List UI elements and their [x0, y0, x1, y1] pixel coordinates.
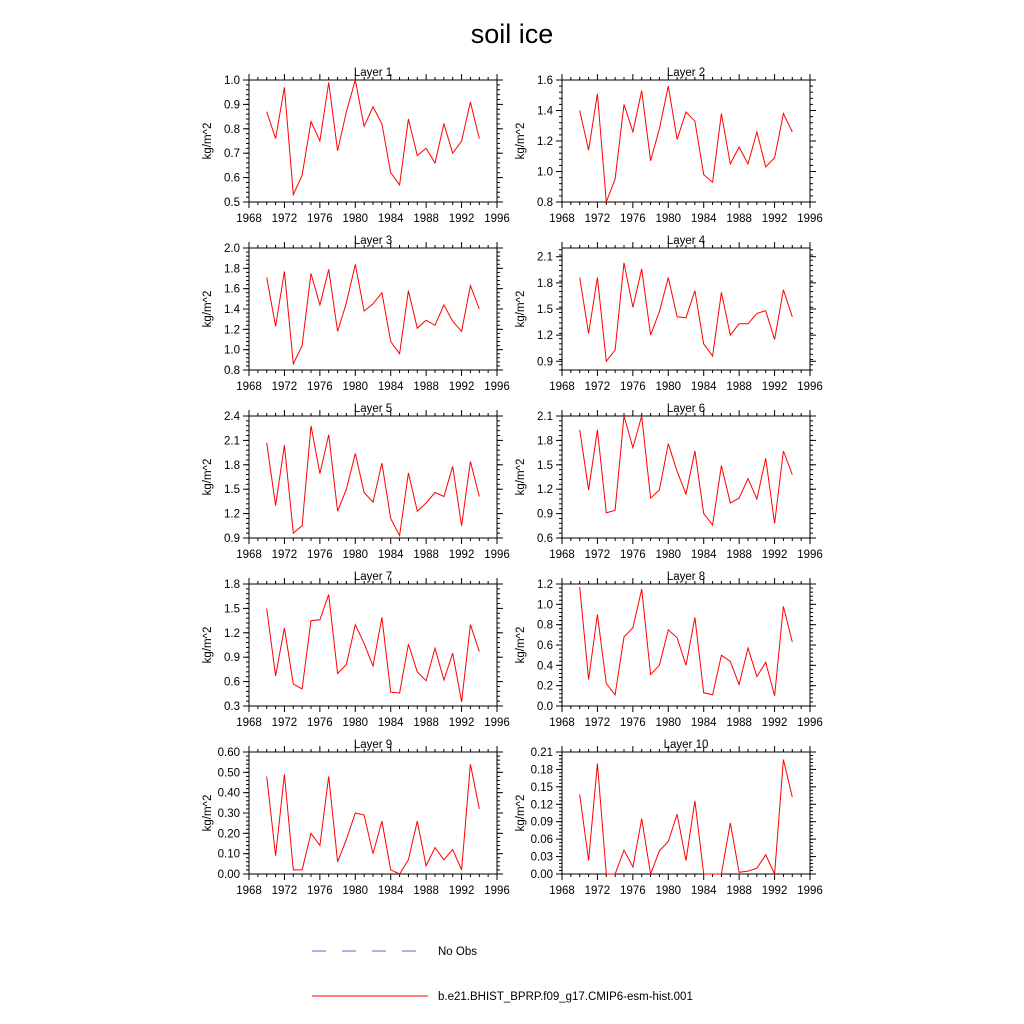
y-tick-label: 1.2 [537, 330, 553, 343]
x-tick-label: 1976 [620, 717, 646, 729]
x-tick-label: 1988 [413, 885, 439, 897]
x-tick-label: 1996 [797, 717, 823, 729]
y-tick-label: 1.0 [537, 166, 553, 179]
y-tick-label: 0.15 [530, 781, 553, 794]
y-tick-label: 0.50 [217, 767, 240, 780]
panel-layer-7 [202, 571, 510, 729]
x-tick-label: 1976 [620, 885, 646, 897]
y-tick-label: 0.06 [530, 834, 553, 847]
y-tick-label: 1.5 [224, 484, 240, 497]
y-tick-label: 0.6 [224, 172, 240, 185]
x-tick-label: 1984 [377, 381, 404, 393]
y-tick-label: 1.2 [537, 484, 553, 497]
y-tick-label: 0.9 [224, 533, 240, 545]
x-tick-label: 1968 [236, 213, 262, 225]
x-tick-label: 1988 [413, 213, 439, 225]
x-tick-label: 1996 [484, 213, 510, 225]
series-line [267, 764, 480, 874]
x-tick-label: 1992 [448, 885, 475, 897]
panel-title: Layer 9 [353, 739, 393, 751]
x-tick-label: 1996 [797, 549, 823, 561]
y-tick-label: 0.60 [217, 747, 240, 759]
y-tick-label: 1.8 [224, 459, 240, 472]
x-tick-label: 1976 [307, 381, 333, 393]
panel-layer-1 [202, 67, 510, 225]
series-line [580, 760, 793, 874]
x-tick-label: 1968 [236, 885, 262, 897]
x-tick-label: 1996 [484, 549, 510, 561]
y-tick-label: 0.8 [537, 197, 553, 209]
y-tick-label: 0.8 [224, 365, 240, 377]
x-tick-label: 1992 [761, 885, 788, 897]
x-tick-label: 1992 [761, 549, 788, 561]
x-tick-label: 1996 [797, 381, 823, 393]
y-tick-label: 0.30 [217, 808, 240, 820]
plot-frame [249, 752, 497, 874]
x-tick-label: 1980 [655, 549, 682, 561]
y-tick-label: 0.5 [224, 197, 240, 209]
y-tick-label: 0.2 [537, 680, 553, 693]
x-tick-label: 1976 [307, 549, 333, 561]
y-tick-label: 0.10 [217, 848, 240, 861]
y-tick-label: 1.0 [537, 599, 553, 612]
x-tick-label: 1968 [549, 213, 575, 225]
y-tick-label: 0.8 [537, 619, 553, 632]
legend-item [312, 991, 693, 1003]
x-tick-label: 1980 [655, 213, 682, 225]
y-tick-label: 0.00 [217, 869, 240, 881]
panel-title: Layer 6 [666, 403, 706, 415]
legend-label: No Obs [438, 946, 477, 958]
panel-layer-8 [515, 571, 823, 729]
x-tick-label: 1972 [271, 213, 298, 225]
x-tick-label: 1980 [655, 717, 682, 729]
y-tick-label: 1.2 [224, 627, 240, 640]
y-tick-label: 1.2 [537, 579, 553, 591]
y-tick-label: 0.9 [224, 99, 240, 112]
y-tick-label: 1.5 [537, 304, 553, 316]
x-tick-label: 1972 [271, 549, 298, 561]
y-tick-label: 1.0 [224, 75, 240, 87]
x-tick-label: 1976 [307, 213, 333, 225]
x-tick-label: 1976 [620, 381, 646, 393]
plot-frame [562, 248, 810, 370]
y-tick-label: 1.6 [537, 75, 553, 87]
x-tick-label: 1996 [484, 717, 510, 729]
x-tick-label: 1988 [726, 213, 752, 225]
x-tick-label: 1980 [342, 213, 369, 225]
y-axis-label: kg/m^2 [202, 458, 214, 496]
y-tick-label: 0.20 [217, 828, 240, 841]
panel-layer-2 [515, 67, 823, 225]
y-tick-label: 0.3 [224, 701, 240, 713]
x-tick-label: 1988 [413, 381, 439, 393]
panel-layer-6 [515, 403, 823, 561]
x-tick-label: 1976 [307, 885, 333, 897]
y-axis-label: kg/m^2 [202, 290, 214, 328]
x-tick-label: 1988 [413, 717, 439, 729]
y-tick-label: 1.4 [224, 304, 240, 316]
y-tick-label: 0.9 [537, 508, 553, 521]
y-tick-label: 0.21 [530, 747, 553, 759]
panel-grid [202, 67, 823, 897]
y-tick-label: 0.6 [537, 640, 553, 652]
x-tick-label: 1988 [413, 549, 439, 561]
series-line [580, 86, 793, 202]
plot-frame [249, 80, 497, 202]
y-tick-label: 0.00 [530, 869, 553, 881]
y-axis-label: kg/m^2 [202, 794, 214, 832]
y-tick-label: 0.40 [217, 787, 240, 800]
x-tick-label: 1972 [271, 885, 298, 897]
x-tick-label: 1976 [307, 717, 333, 729]
x-tick-label: 1984 [690, 717, 717, 729]
y-axis-label: kg/m^2 [515, 794, 527, 832]
panel-layer-10 [515, 739, 823, 897]
panel-title: Layer 2 [666, 67, 706, 79]
y-tick-label: 0.03 [530, 851, 553, 864]
x-tick-label: 1980 [342, 717, 369, 729]
series-line [580, 587, 793, 696]
y-tick-label: 1.8 [537, 277, 553, 290]
plot-frame [562, 416, 810, 538]
x-tick-label: 1980 [655, 381, 682, 393]
y-tick-label: 1.2 [537, 136, 553, 148]
x-tick-label: 1980 [342, 549, 369, 561]
y-tick-label: 1.5 [537, 459, 553, 472]
x-tick-label: 1984 [690, 549, 717, 561]
plot-frame [249, 584, 497, 706]
y-tick-label: 0.6 [224, 676, 240, 689]
y-tick-label: 1.5 [224, 603, 240, 616]
y-tick-label: 1.2 [224, 508, 240, 521]
series-line [267, 80, 480, 195]
x-tick-label: 1972 [584, 549, 611, 561]
x-tick-label: 1984 [690, 381, 717, 393]
x-tick-label: 1992 [761, 381, 788, 393]
panel-layer-3 [202, 235, 510, 393]
plot-frame [562, 80, 810, 202]
plot-frame [249, 416, 497, 538]
x-tick-label: 1996 [484, 381, 510, 393]
y-tick-label: 2.1 [537, 411, 553, 423]
y-tick-label: 0.6 [537, 533, 553, 545]
panel-layer-9 [202, 739, 510, 897]
y-axis-label: kg/m^2 [515, 626, 527, 664]
x-tick-label: 1972 [584, 381, 611, 393]
y-axis-label: kg/m^2 [202, 122, 214, 160]
series-line [267, 426, 480, 536]
y-axis-label: kg/m^2 [515, 290, 527, 328]
x-tick-label: 1968 [236, 549, 262, 561]
y-tick-label: 0.7 [224, 148, 240, 161]
x-tick-label: 1972 [584, 213, 611, 225]
x-tick-label: 1968 [549, 717, 575, 729]
x-tick-label: 1992 [761, 717, 788, 729]
y-tick-label: 0.0 [537, 701, 553, 713]
y-tick-label: 2.1 [224, 435, 240, 448]
x-tick-label: 1988 [726, 381, 752, 393]
x-tick-label: 1992 [448, 717, 475, 729]
x-tick-label: 1984 [377, 885, 404, 897]
panel-layer-4 [515, 235, 823, 393]
plot-frame [249, 248, 497, 370]
series-line [580, 416, 793, 525]
panel-title: Layer 3 [353, 235, 393, 247]
x-tick-label: 1980 [342, 381, 369, 393]
x-tick-label: 1992 [448, 549, 475, 561]
panel-title: Layer 8 [666, 571, 706, 583]
y-axis-label: kg/m^2 [515, 458, 527, 496]
x-tick-label: 1984 [377, 549, 404, 561]
panel-title: Layer 1 [353, 67, 393, 79]
x-tick-label: 1996 [797, 885, 823, 897]
x-tick-label: 1992 [761, 213, 788, 225]
x-tick-label: 1996 [797, 213, 823, 225]
series-line [580, 263, 793, 362]
y-tick-label: 1.2 [224, 324, 240, 337]
y-tick-label: 0.8 [224, 123, 240, 136]
x-tick-label: 1980 [655, 885, 682, 897]
y-tick-label: 1.8 [224, 263, 240, 276]
x-tick-label: 1980 [342, 885, 369, 897]
x-tick-label: 1968 [549, 885, 575, 897]
y-tick-label: 1.8 [224, 579, 240, 591]
x-tick-label: 1976 [620, 549, 646, 561]
x-tick-label: 1988 [726, 717, 752, 729]
x-tick-label: 1984 [690, 885, 717, 897]
y-tick-label: 0.4 [537, 660, 553, 673]
y-tick-label: 0.18 [530, 764, 553, 777]
panel-layer-5 [202, 403, 510, 561]
panel-title: Layer 5 [353, 403, 393, 415]
series-line [267, 595, 480, 702]
panel-title: Layer 4 [666, 235, 706, 247]
x-tick-label: 1972 [271, 717, 298, 729]
x-tick-label: 1968 [236, 717, 262, 729]
x-tick-label: 1968 [549, 549, 575, 561]
y-tick-label: 1.6 [224, 283, 240, 296]
legend-label: b.e21.BHIST_BPRP.f09_g17.CMIP6-esm-hist.001 [438, 991, 693, 1003]
series-line [267, 264, 480, 364]
x-tick-label: 1972 [584, 885, 611, 897]
plot-frame [562, 752, 810, 874]
y-tick-label: 2.4 [224, 411, 240, 423]
y-tick-label: 2.0 [224, 243, 240, 255]
x-tick-label: 1992 [448, 213, 475, 225]
x-tick-label: 1968 [236, 381, 262, 393]
x-tick-label: 1984 [377, 213, 404, 225]
y-tick-label: 0.12 [530, 799, 553, 812]
y-tick-label: 2.1 [537, 251, 553, 264]
y-tick-label: 0.09 [530, 816, 553, 829]
legend-item [312, 946, 477, 958]
y-tick-label: 1.8 [537, 435, 553, 448]
panel-title: Layer 7 [353, 571, 393, 583]
y-tick-label: 0.9 [224, 652, 240, 665]
x-tick-label: 1988 [726, 885, 752, 897]
x-tick-label: 1992 [448, 381, 475, 393]
x-tick-label: 1972 [271, 381, 298, 393]
x-tick-label: 1976 [620, 213, 646, 225]
x-tick-label: 1988 [726, 549, 752, 561]
panel-title: Layer 10 [663, 739, 709, 751]
y-axis-label: kg/m^2 [202, 626, 214, 664]
x-tick-label: 1984 [690, 213, 717, 225]
legend [312, 946, 693, 1003]
x-tick-label: 1968 [549, 381, 575, 393]
y-tick-label: 1.4 [537, 105, 553, 118]
figure-title: soil ice [470, 19, 554, 49]
y-axis-label: kg/m^2 [515, 122, 527, 160]
y-tick-label: 0.9 [537, 356, 553, 369]
y-tick-label: 1.0 [224, 344, 240, 357]
x-tick-label: 1972 [584, 717, 611, 729]
x-tick-label: 1984 [377, 717, 404, 729]
x-tick-label: 1996 [484, 885, 510, 897]
